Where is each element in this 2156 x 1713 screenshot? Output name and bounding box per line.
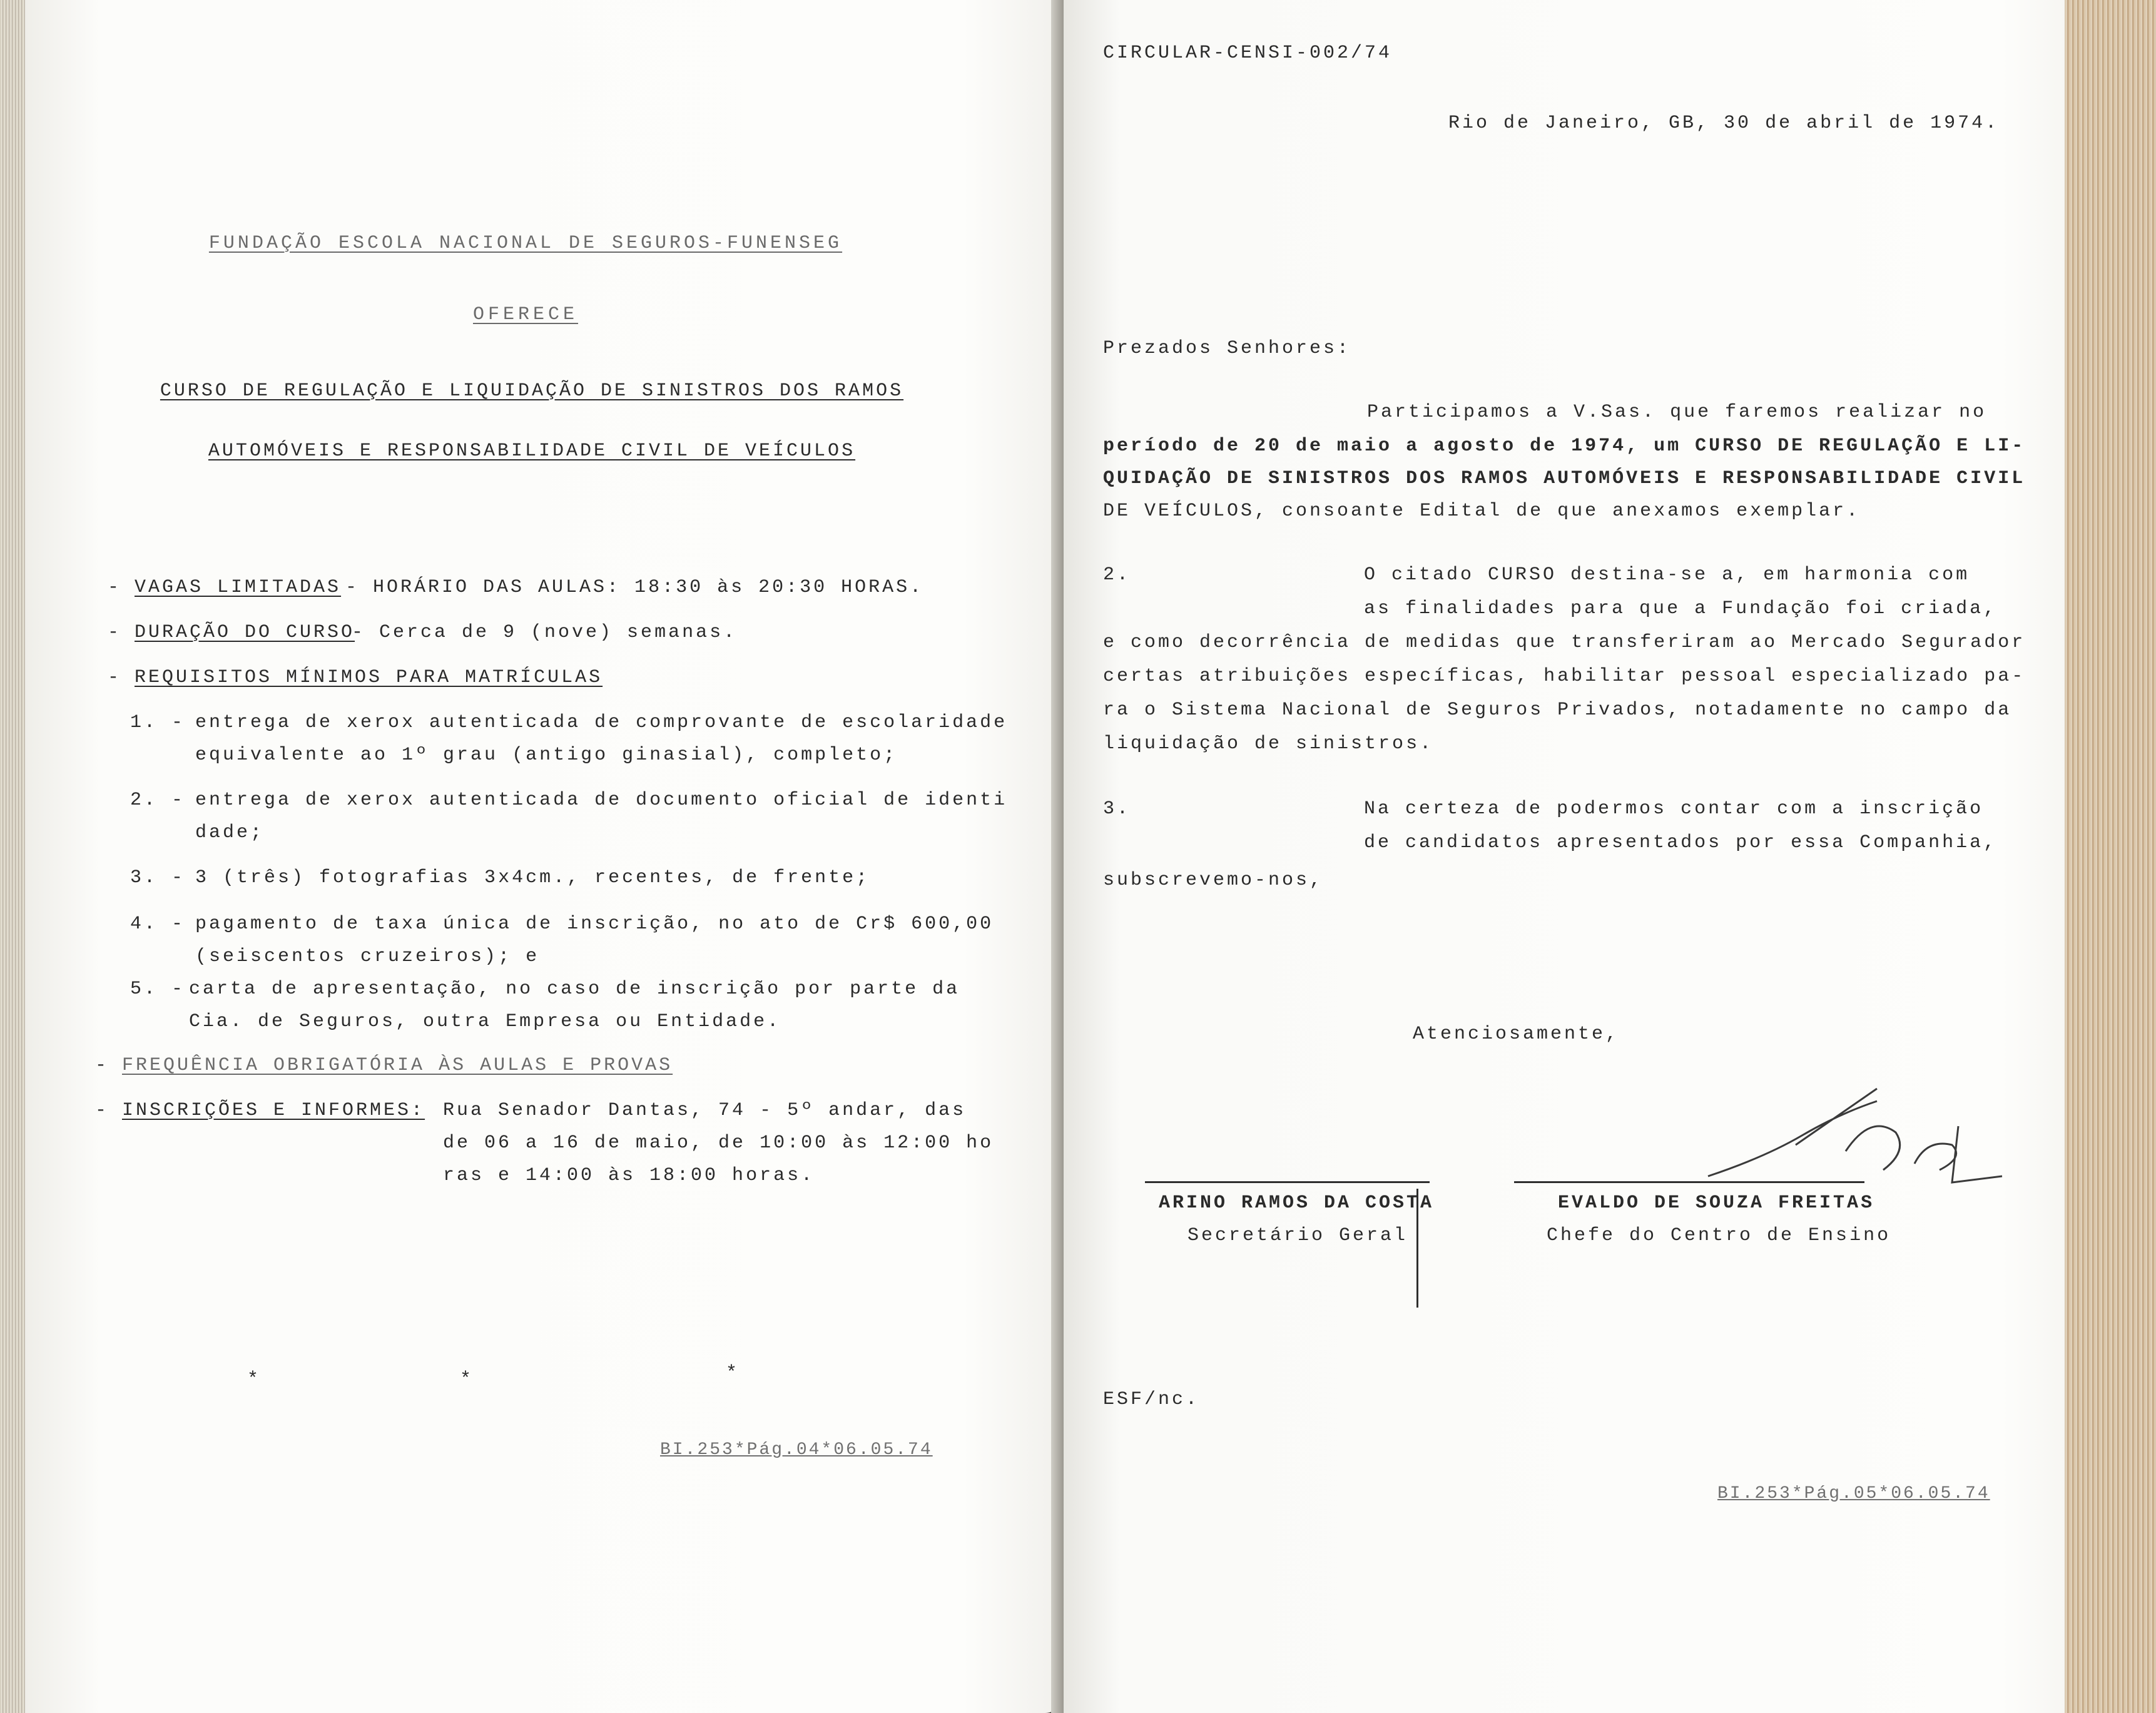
left-page bbox=[25, 0, 1064, 1713]
signature-line-arino bbox=[1145, 1181, 1430, 1183]
dash-bullet: - bbox=[108, 577, 122, 598]
inscricoes-line2: de 06 a 16 de maio, de 10:00 às 12:00 ho bbox=[443, 1132, 994, 1154]
inscricoes-label: INSCRIÇÕES E INFORMES: bbox=[122, 1100, 425, 1121]
req1-line2: equivalente ao 1º grau (antigo ginasial), completo; bbox=[195, 745, 898, 766]
asterisk-3: * bbox=[726, 1363, 740, 1384]
para1-line3: QUIDAÇÃO DE SINISTROS DOS RAMOS AUTOMÓVEIS E RESPONSABILIDADE CIVIL bbox=[1103, 468, 2026, 489]
para2-line6: liquidação de sinistros. bbox=[1103, 733, 1434, 755]
req2-number: 2. - bbox=[130, 790, 186, 811]
req5-number: 5. - bbox=[130, 978, 186, 1000]
closing-subscribe: subscrevemo-nos, bbox=[1103, 870, 1324, 891]
signature-line-evaldo bbox=[1514, 1181, 1864, 1183]
dash-bullet: - bbox=[95, 1055, 109, 1076]
req2-line2: dade; bbox=[195, 822, 265, 843]
req5-line1: carta de apresentação, no caso de inscrição por parte da bbox=[189, 978, 960, 1000]
left-footer-ref: BI.253*Pág.04*06.05.74 bbox=[660, 1440, 933, 1460]
req1-line1: entrega de xerox autenticada de comprovante de escolaridade bbox=[195, 712, 1008, 733]
para1-line2: período de 20 de maio a agosto de 1974, um CURSO DE REGULAÇÃO E LI- bbox=[1103, 435, 2026, 457]
para3-line1: Na certeza de podermos contar com a inscrição bbox=[1364, 798, 1984, 820]
org-heading: FUNDAÇÃO ESCOLA NACIONAL DE SEGUROS-FUNENSEG bbox=[208, 233, 843, 254]
req4-line1: pagamento de taxa única de inscrição, no ato de Cr$ 600,00 bbox=[195, 913, 994, 935]
req4-number: 4. - bbox=[130, 913, 186, 935]
para2-line2: as finalidades para que a Fundação foi criada, bbox=[1364, 598, 1998, 619]
para1-line1: Participamos a V.Sas. que faremos realizar no bbox=[1367, 402, 1987, 423]
para2-number: 2. bbox=[1103, 564, 1131, 586]
asterisk-1: * bbox=[247, 1369, 262, 1390]
inscricoes-line1: Rua Senador Dantas, 74 - 5º andar, das bbox=[443, 1100, 967, 1121]
salutation: Prezados Senhores: bbox=[1103, 338, 1351, 359]
date-line: Rio de Janeiro, GB, 30 de abril de 1974. bbox=[1448, 113, 2000, 134]
dash-bullet: - bbox=[108, 622, 122, 643]
offers-heading: OFERECE bbox=[472, 304, 579, 325]
dash-bullet: - bbox=[95, 1100, 109, 1121]
closing-regards: Atenciosamente, bbox=[1413, 1024, 1620, 1045]
duracao-label: DURAÇÃO DO CURSO bbox=[135, 622, 355, 643]
dash-bullet: - bbox=[108, 667, 122, 688]
course-title-line1: CURSO DE REGULAÇÃO E LIQUIDAÇÃO DE SINISTROS DOS RAMOS bbox=[160, 380, 904, 402]
typist-initials: ESF/nc. bbox=[1103, 1389, 1200, 1410]
circular-ref: CIRCULAR-CENSI-002/74 bbox=[1103, 43, 1393, 64]
vagas-text: - HORÁRIO DAS AULAS: 18:30 às 20:30 HORAS. bbox=[345, 577, 924, 598]
signatory2-name: EVALDO DE SOUZA FREITAS bbox=[1558, 1192, 1875, 1214]
right-page-stack-edge bbox=[2065, 0, 2156, 1713]
signatory1-name: ARINO RAMOS DA COSTA bbox=[1159, 1192, 1435, 1214]
para3-number: 3. bbox=[1103, 798, 1131, 820]
para2-line3: e como decorrência de medidas que transferiram ao Mercado Segurador bbox=[1103, 632, 2026, 653]
req5-line2: Cia. de Seguros, outra Empresa ou Entidade. bbox=[189, 1011, 781, 1032]
req1-number: 1. - bbox=[130, 712, 186, 733]
para2-line1: O citado CURSO destina-se a, em harmonia com bbox=[1364, 564, 1970, 586]
vagas-label: VAGAS LIMITADAS bbox=[135, 577, 342, 598]
para3-line2: de candidatos apresentados por essa Companhia, bbox=[1364, 832, 1998, 853]
para2-line5: ra o Sistema Nacional de Seguros Privados, notadamente no campo da bbox=[1103, 699, 2012, 721]
course-title-line2: AUTOMÓVEIS E RESPONSABILIDADE CIVIL DE VEÍCULOS bbox=[208, 440, 856, 462]
req4-line2: (seiscentos cruzeiros); e bbox=[195, 946, 540, 967]
requisitos-label: REQUISITOS MÍNIMOS PARA MATRÍCULAS bbox=[135, 667, 603, 688]
left-page-stack-edge bbox=[0, 0, 28, 1713]
req3-number: 3. - bbox=[130, 867, 186, 888]
inscricoes-line3: ras e 14:00 às 18:00 horas. bbox=[443, 1165, 815, 1186]
signatory2-title: Chefe do Centro de Ensino bbox=[1547, 1225, 1891, 1246]
right-footer-ref: BI.253*Pág.05*06.05.74 bbox=[1717, 1484, 1990, 1503]
asterisk-2: * bbox=[460, 1369, 474, 1390]
handwritten-signature-evaldo bbox=[1689, 1076, 2015, 1189]
para2-line4: certas atribuições específicas, habilitar pessoal especializado pa- bbox=[1103, 666, 2026, 687]
duracao-text: - Cerca de 9 (nove) semanas. bbox=[352, 622, 738, 643]
para1-line4: DE VEÍCULOS, consoante Edital de que anexamos exemplar. bbox=[1103, 501, 1861, 522]
right-page bbox=[1064, 0, 2096, 1713]
signatory1-title: Secretário Geral bbox=[1187, 1225, 1408, 1246]
req2-line1: entrega de xerox autenticada de documento oficial de identi bbox=[195, 790, 1008, 811]
req3-line1: 3 (três) fotografias 3x4cm., recentes, de frente; bbox=[195, 867, 870, 888]
frequencia-label: FREQUÊNCIA OBRIGATÓRIA ÀS AULAS E PROVAS bbox=[122, 1055, 673, 1076]
